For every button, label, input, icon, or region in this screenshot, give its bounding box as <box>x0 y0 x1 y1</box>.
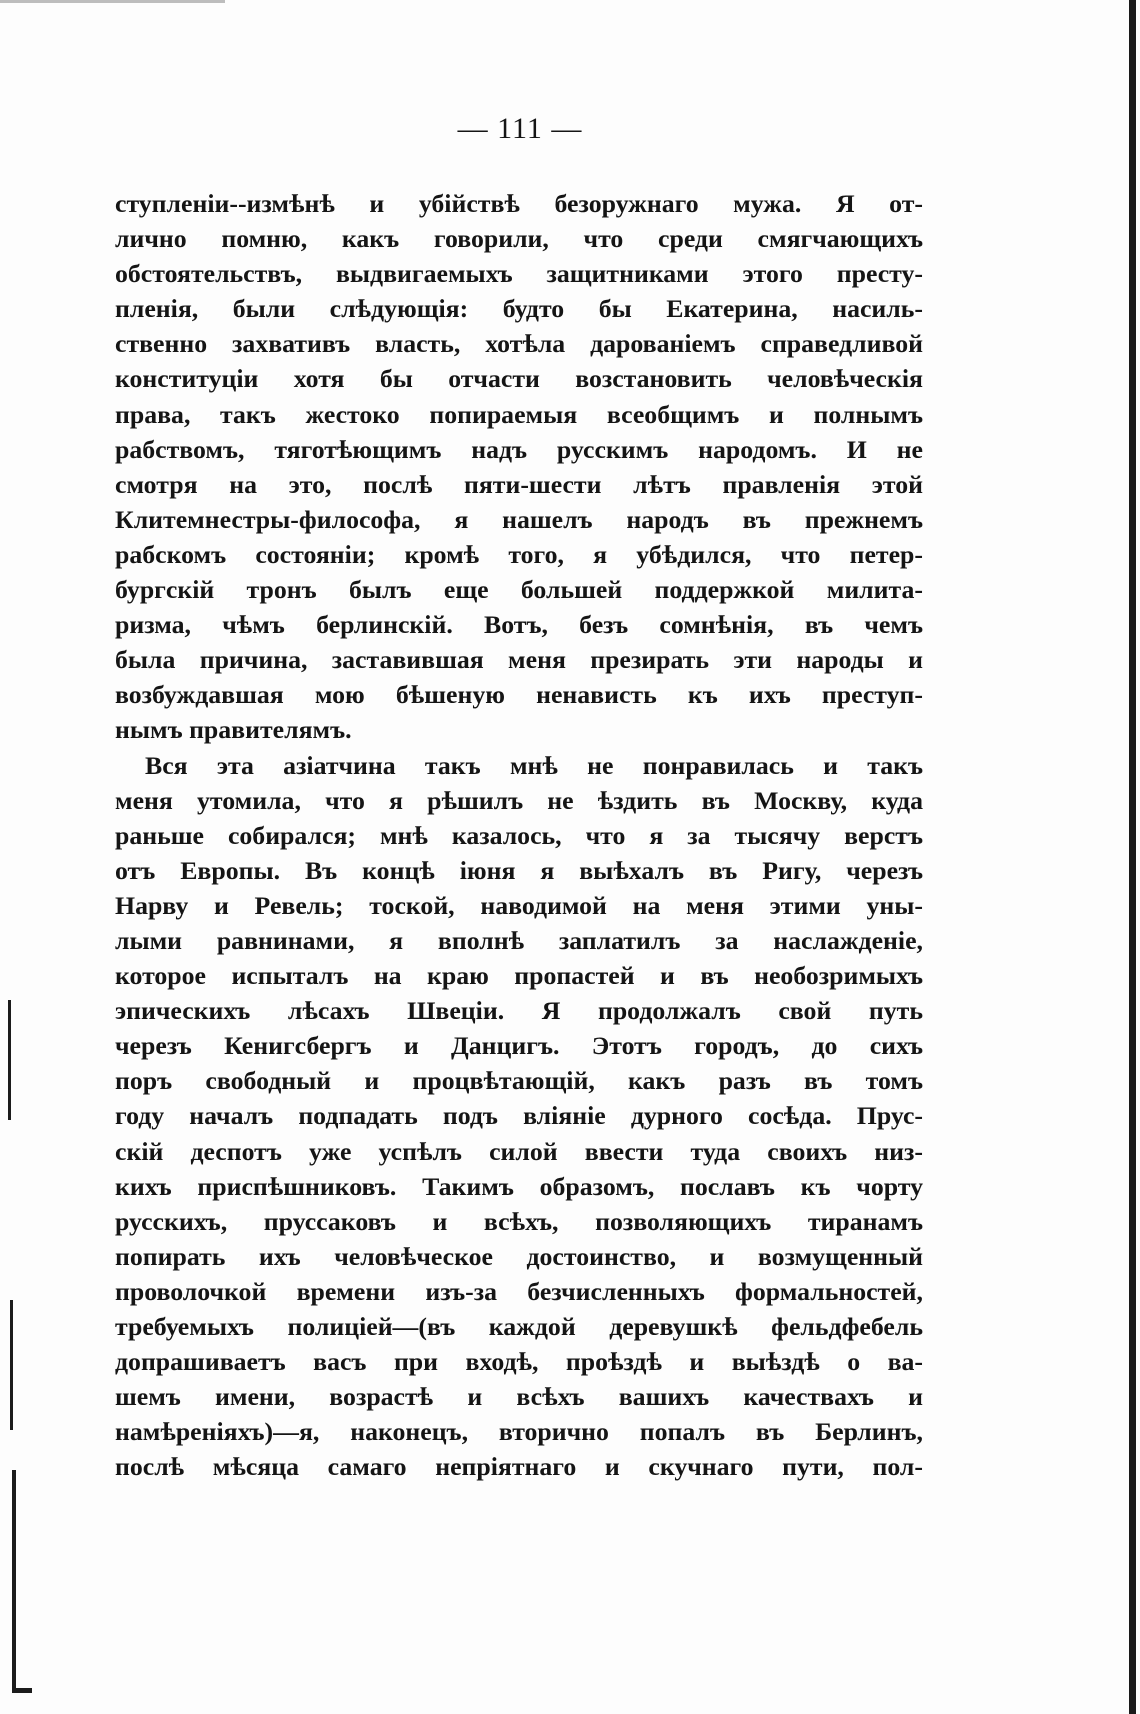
text-line: возбуждавшая мою бѣшеную ненависть къ ихъ преступ- <box>115 680 923 710</box>
text-line: обстоятельствъ, выдвигаемыхъ защитниками этого престу- <box>115 259 923 289</box>
text-line: черезъ Кенигсбергъ и Данцигъ. Этотъ городъ, до сихъ <box>115 1031 923 1061</box>
text-line: была причина, заставившая меня презирать эти народы и <box>115 645 923 675</box>
text-line: послѣ мѣсяца самаго непріятнаго и скучнаго пути, пол- <box>115 1452 923 1482</box>
text-line: году началъ подпадать подъ вліяніе дурного сосѣда. Прус- <box>115 1101 923 1131</box>
text-line-paragraph-end: нымъ правителямъ. <box>115 715 352 745</box>
gutter-scan-mark <box>12 1470 16 1690</box>
top-edge-rule <box>0 0 225 3</box>
text-line: русскихъ, пруссаковъ и всѣхъ, позволяющихъ тиранамъ <box>115 1206 923 1236</box>
text-line: попирать ихъ человѣческое достоинство, и возмущенный <box>115 1241 923 1271</box>
text-line: эпическихъ лѣсахъ Швеціи. Я продолжалъ свой путь <box>115 996 923 1026</box>
text-line: отъ Европы. Въ концѣ іюня я выѣхалъ въ Ригу, черезъ <box>115 855 923 885</box>
text-line: Клитемнестры-философа, я нашелъ народъ въ прежнемъ <box>115 504 923 534</box>
right-page-edge <box>1129 0 1136 1714</box>
text-line: кихъ приспѣшниковъ. Такимъ образомъ, пославъ къ чорту <box>115 1171 923 1201</box>
text-line: смотря на это, послѣ пяти-шести лѣтъ правленія этой <box>115 469 923 499</box>
text-line: ственно захвативъ власть, хотѣла дарованіемъ справедливой <box>115 329 923 359</box>
text-line: рабскомъ состояніи; кромѣ того, я убѣдился, что петер- <box>115 539 923 569</box>
text-line: пленія, были слѣдующія: будто бы Екатерина, насиль- <box>115 294 923 324</box>
text-line: поръ свободный и процвѣтающій, какъ разъ въ томъ <box>115 1066 923 1096</box>
gutter-scan-mark <box>12 1688 32 1693</box>
text-line: шемъ имени, возрастѣ и всѣхъ вашихъ качествахъ и <box>115 1382 923 1412</box>
text-line: лыми равнинами, я вполнѣ заплатилъ за наслажденіе, <box>115 925 923 955</box>
text-line: требуемыхъ полиціей—(въ каждой деревушкѣ фельдфебель <box>115 1312 923 1341</box>
text-line: Нарву и Ревель; тоской, наводимой на меня этими уны- <box>115 890 923 920</box>
text-line: ступленіи--измѣнѣ и убійствѣ безоружнаго мужа. Я от- <box>115 189 923 218</box>
text-line: проволочкой времени изъ-за безчисленныхъ формальностей, <box>115 1276 923 1306</box>
text-line: рабствомъ, тяготѣющимъ надъ русскимъ народомъ. И не <box>115 434 923 464</box>
text-line: намѣреніяхъ)—я, наконецъ, вторично попалъ въ Берлинъ, <box>115 1417 923 1447</box>
text-line: допрашиваетъ васъ при входѣ, проѣздѣ и выѣздѣ о ва- <box>115 1347 923 1377</box>
text-line: меня утомила, что я рѣшилъ не ѣздить въ Москву, куда <box>115 785 923 815</box>
body-text <box>115 186 923 1484</box>
text-line: раньше собирался; мнѣ казалось, что я за тысячу верстъ <box>115 820 923 850</box>
text-line: лично помню, какъ говорили, что среди смягчающихъ <box>115 224 923 254</box>
text-line: конституціи хотя бы отчасти возстановить человѣческія <box>115 364 923 394</box>
text-line: ризма, чѣмъ берлинскій. Вотъ, безъ сомнѣнія, въ чемъ <box>115 610 923 640</box>
gutter-scan-mark <box>10 1300 13 1430</box>
text-line: которое испыталъ на краю пропастей и въ необозримыхъ <box>115 961 923 991</box>
text-line: права, такъ жестоко попираемыя всеобщимъ и полнымъ <box>115 399 923 429</box>
page-number: — 111 — <box>457 112 583 145</box>
text-line-paragraph-start: Вся эта азіатчина такъ мнѣ не понравилась и такъ <box>145 750 923 780</box>
gutter-scan-mark <box>8 1000 11 1120</box>
text-line: бургскій тронъ былъ еще большей поддержкой милита- <box>115 575 923 605</box>
text-line: скій деспотъ уже успѣлъ силой ввести туда своихъ низ- <box>115 1136 923 1166</box>
